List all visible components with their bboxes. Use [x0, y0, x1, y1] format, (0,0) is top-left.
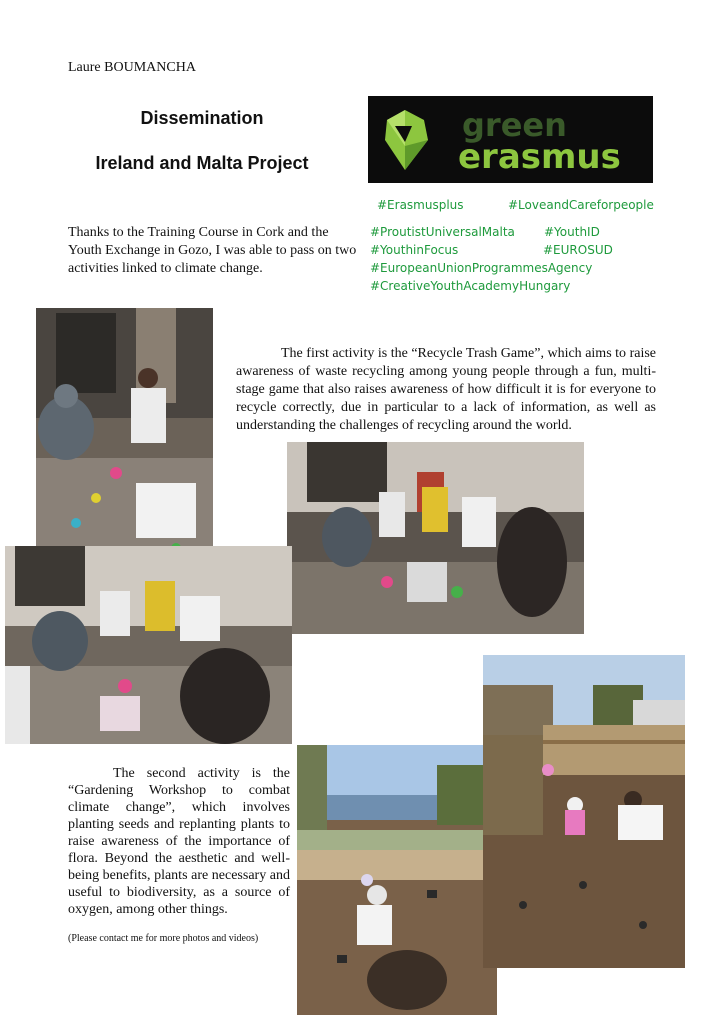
photo-gardening-2	[483, 655, 685, 968]
recycle-game-paragraph: The first activity is the “Recycle Trash Game”, which aims to raise awareness of waste recycling among young people through a fun, multi-stage game that also raises awareness of how difficult it is for everyone to recycle correctly, due in particular to a lack of information, as well as understanding the challenges of recycling around the world.	[236, 346, 656, 433]
photo-recycle-game-2	[287, 442, 584, 634]
photo-recycle-game-3	[5, 546, 292, 744]
hashtag: #CreativeYouthAcademyHungary	[370, 279, 571, 293]
page-subtitle: Ireland and Malta Project	[95, 153, 309, 173]
hashtag: #EUROSUD	[543, 243, 613, 257]
photo-recycle-game-1	[36, 308, 213, 563]
contact-note: (Please contact me for more photos and videos)	[68, 933, 259, 944]
hashtag: #Erasmusplus	[377, 198, 464, 212]
intro-paragraph: Thanks to the Training Course in Cork and the Youth Exchange in Gozo, I was able to pass on two activities linked to climate change.	[68, 225, 357, 276]
photo-gardening-1	[297, 745, 497, 1015]
gardening-workshop-paragraph: The second activity is the “Gardening Workshop to combat climate change”, which involves planting seeds and replanting plants to raise awareness of the importance of flora. Beyond the aesthetic and well-being benefits, plants are necessary and useful to biodiversity, as a source of oxygen, among other things.	[68, 766, 290, 917]
green-erasmus-logo	[368, 96, 653, 183]
hashtag: #ProutistUniversalMalta	[370, 225, 515, 239]
logo-word-erasmus: erasmus	[458, 137, 621, 177]
hashtag: #YouthinFocus	[370, 243, 459, 257]
author-name: Laure BOUMANCHA	[68, 60, 196, 75]
location-pin-icon	[385, 110, 428, 170]
hashtag: #LoveandCareforpeople	[508, 198, 654, 212]
hashtag: #YouthID	[544, 225, 600, 239]
hashtag: #EuropeanUnionProgrammesAgency	[370, 261, 593, 275]
page-title: Dissemination	[140, 108, 264, 128]
logo-word-green: green	[462, 106, 567, 144]
